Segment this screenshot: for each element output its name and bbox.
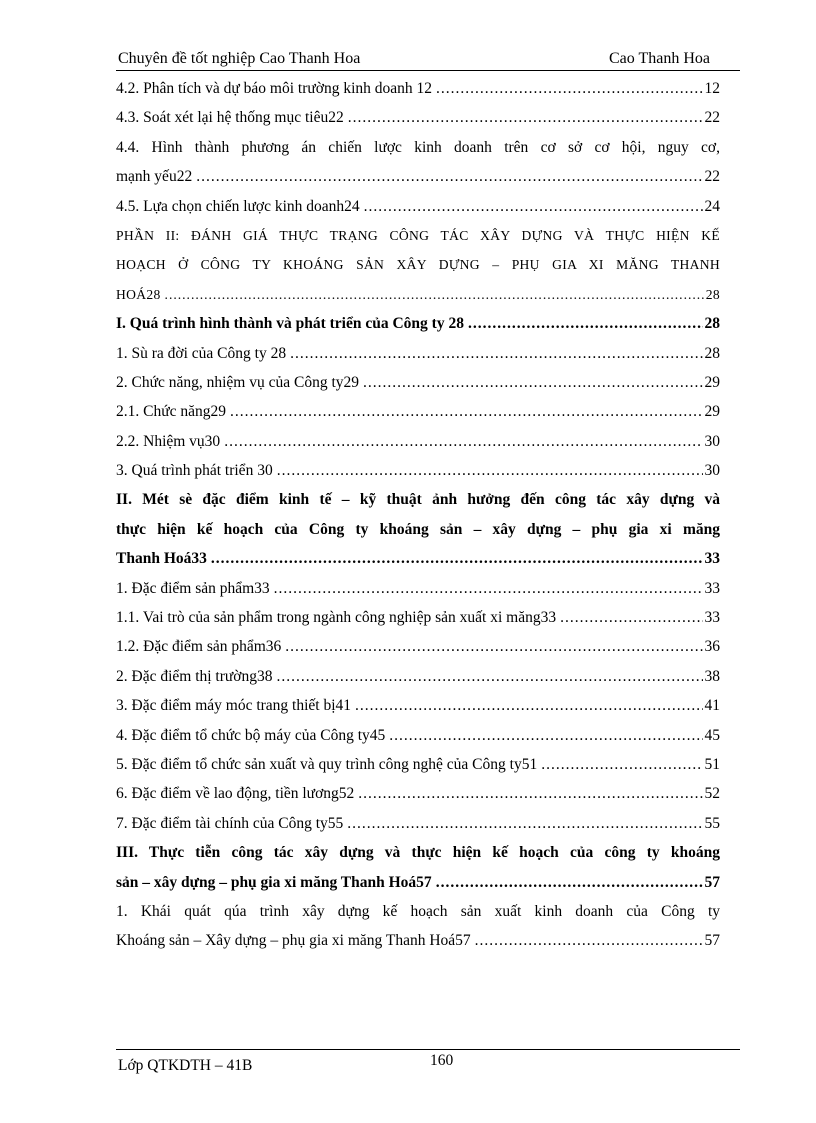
toc-entry: HOẠCH Ở CÔNG TY KHOÁNG SẢN XÂY DỰNG – PHỤ GIA XI MĂNG THANH: [116, 257, 720, 273]
toc-entry: 4.4. Hình thành phương án chiến lược kinh doanh trên cơ sở cơ hội, nguy cơ,: [116, 138, 720, 156]
toc-entry: III. Thực tiễn công tác xây dựng và thực hiện kế hoạch của công ty khoáng: [116, 844, 720, 862]
toc-entry: 4.2. Phân tích và dự báo môi trường kinh doanh 12 ..... 12: [116, 74, 720, 103]
toc-entry: PHẦN II: ĐÁNH GIÁ THỰC TRẠNG CÔNG TÁC XÂY DỰNG VÀ THỰC HIỆN KẾ: [116, 227, 720, 243]
toc-entry: 3. Đặc điểm máy móc trang thiết bị41 ..... 41: [116, 691, 720, 720]
toc-entry: 1.1. Vai trò của sản phẩm trong ngành công nghiệp sản xuất xi măng33 ..... 33: [116, 603, 720, 632]
page-number: 160: [430, 1052, 454, 1069]
toc-entry: 2.2. Nhiệm vụ30 ..... 30: [116, 427, 720, 456]
toc-entry: 2. Đặc điểm thị trường38 ..... 38: [116, 662, 720, 691]
table-of-contents: [116, 74, 720, 956]
toc-entry: 2. Chức năng, nhiệm vụ của Công ty29 ..... 29: [116, 368, 720, 397]
toc-entry: I. Quá trình hình thành và phát triển của Công ty 28 ..... 28: [116, 309, 720, 338]
toc-entry: 1. Đặc điểm sản phẩm33 ..... 33: [116, 574, 720, 603]
page-footer: [116, 1049, 740, 1080]
header-right: Cao Thanh Hoa: [608, 50, 710, 67]
toc-entry: Thanh Hoá33 ..... 33: [116, 544, 720, 573]
toc-entry: 1. Khái quát qúa trình xây dựng kế hoạch sản xuất kinh doanh của Công ty: [116, 902, 720, 920]
toc-entry: 7. Đặc điểm tài chính của Công ty55 ..... 55: [116, 809, 720, 838]
toc-entry: HOÁ28 ..... 28: [116, 280, 720, 309]
toc-entry: 1.2. Đặc điểm sản phẩm36 ..... 36: [116, 632, 720, 661]
toc-entry: sản – xây dựng – phụ gia xi măng Thanh Hoá57 ..... 57: [116, 868, 720, 897]
toc-entry: mạnh yếu22 ..... 22: [116, 162, 720, 191]
page-header: [116, 48, 740, 71]
toc-entry: 4.5. Lựa chọn chiến lược kinh doanh24 ..... 24: [116, 192, 720, 221]
toc-entry: 5. Đặc điểm tổ chức sản xuất và quy trình công nghệ của Công ty51 ..... 51: [116, 750, 720, 779]
toc-entry: 3. Quá trình phát triển 30 ..... 30: [116, 456, 720, 485]
toc-entry: Khoáng sản – Xây dựng – phụ gia xi măng Thanh Hoá57 ..... 57: [116, 926, 720, 955]
toc-entry: 2.1. Chức năng29 ..... 29: [116, 397, 720, 426]
toc-entry: 4.3. Soát xét lại hệ thống mục tiêu22 ..... 22: [116, 103, 720, 132]
header-left: Chuyên đề tốt nghiệp Cao Thanh Hoa: [118, 50, 361, 67]
footer-class-label: Lớp QTKDTH – 41B: [118, 1057, 253, 1074]
toc-entry: 6. Đặc điểm về lao động, tiền lương52 ..... 52: [116, 779, 720, 808]
toc-entry: thực hiện kế hoạch của Công ty khoáng sản – xây dựng – phụ gia xi măng: [116, 520, 720, 538]
toc-entry: II. Mét sè đặc điểm kinh tế – kỹ thuật ảnh hưởng đến công tác xây dựng và: [116, 491, 720, 509]
toc-entry: 4. Đặc điểm tổ chức bộ máy của Công ty45 ..... 45: [116, 721, 720, 750]
toc-entry: 1. Sù ra đời của Công ty 28 ..... 28: [116, 339, 720, 368]
